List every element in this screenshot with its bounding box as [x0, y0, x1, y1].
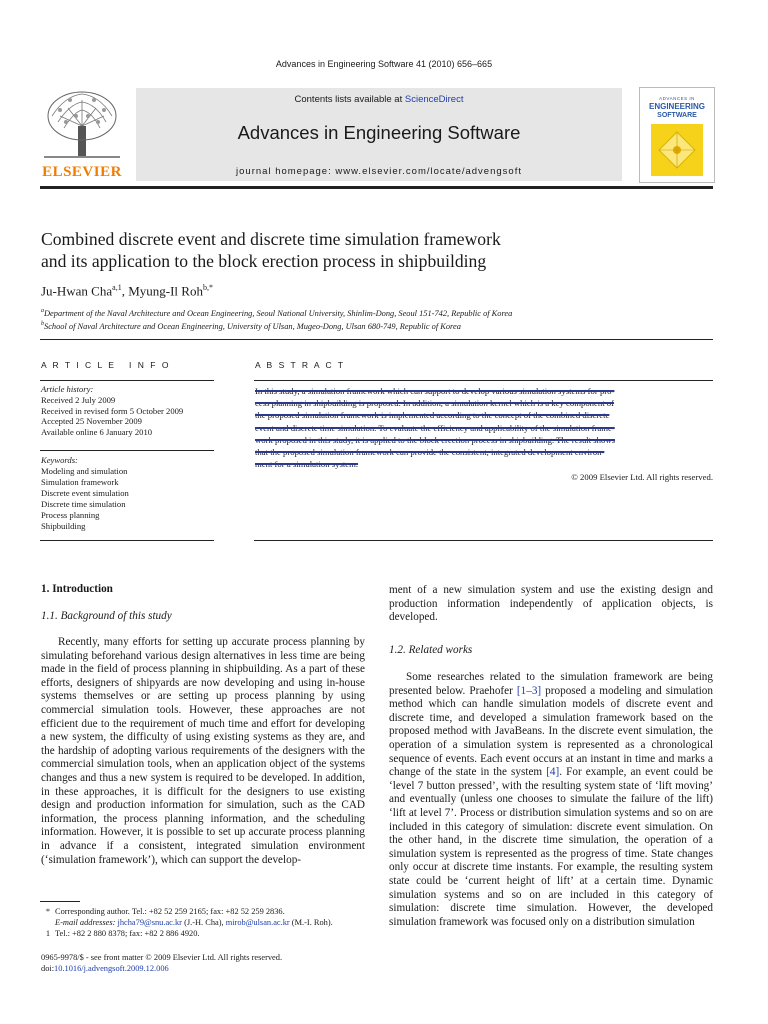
- contents-available: [136, 94, 622, 105]
- abstract-heading: A B S T R A C T: [255, 360, 346, 370]
- article-title-line2: and its application to the block erection process in shipbuilding: [41, 251, 487, 271]
- abstract-line: that the proposed simulation framework can provide the consistent, integrated development environ-: [255, 447, 605, 458]
- info-bottom-rule: [40, 540, 214, 541]
- abstract-line: In this study, a simulation framework which can support to develop various simulation systems for pro-: [255, 386, 615, 396]
- abstract-copyright: © 2009 Elsevier Ltd. All rights reserved.: [571, 472, 713, 482]
- sciencedirect-link[interactable]: ScienceDirect: [404, 94, 464, 105]
- abstract-rule: [254, 380, 713, 381]
- history-label: Article history:: [41, 384, 94, 394]
- author-2-affil: b,*: [202, 283, 213, 292]
- footnote-rule: [40, 901, 80, 902]
- journal-header-band: [136, 88, 622, 181]
- keyword: Process planning: [41, 510, 100, 520]
- keywords-label: Keywords:: [41, 455, 78, 465]
- footnote-corresponding: * Corresponding author. Tel.: +82 52 259 2165; fax: +82 52 259 2836.: [45, 907, 285, 916]
- abstract-line: work proposed in this study, it is applied to the block erection process in shipbuilding. The result shows: [255, 434, 616, 445]
- cover-title-line1: ADVANCES IN: [659, 96, 695, 101]
- author-2: Myung-Il Roh: [128, 283, 203, 299]
- footnotes: [41, 906, 371, 939]
- footnote-tel: 1 Tel.: +82 2 880 8378; fax: +82 2 886 4920.: [45, 929, 200, 938]
- footnote-emails: E-mail addresses: jhcha79@snu.ac.kr (J.-H. Cha), mirob@ulsan.ac.kr (M.-I. Roh).: [55, 918, 333, 927]
- keywords: [41, 455, 129, 532]
- cover-title-line3: SOFTWARE: [657, 112, 697, 119]
- history-online: Available online 6 January 2010: [41, 427, 153, 438]
- history-accepted: Accepted 25 November 2009: [41, 416, 142, 427]
- journal-homepage[interactable]: journal homepage: www.elsevier.com/locate/advengsoft: [236, 166, 522, 177]
- abstract-line: cess planning in shipbuilding is proposed. In addition, a simulation kernel which is a key component of: [255, 398, 615, 409]
- intro-paragraph: Recently, many efforts for setting up accurate process planning by simulating beforehand various design alternatives in less time are being made in the field of process planning in shipbuilding. As a part of these efforts, designers of shipyards are now developing and using in-house systems themselves or are setting up process planning by using commercial simulation tools. However, these approaches are not efficient due to the requirement of much time and effort for developing a new system, the difficulty of using existing systems as they are, and the hardship of adopting various requirements of the designers with the commercial simulation tools, when an application object of the systems changes and thus a new system is required to be developed. In addition, in these approaches, it is difficult for the designers to use existing design and production information for simulation, such as the CAD information, the process planning information, and the scheduling information. However, it is possible to set up accurate process planning in advance if a consistent, integrated simulation environment (‘simulation framework’), which can support the develop-: [41, 636, 365, 866]
- affiliation-b: $^b$School of Naval Architecture and Ocean Engineering, University of Ulsan, Mugeo-Dong, Ulsan 680-749, Republic of Korea: [41, 321, 461, 332]
- header-rule: [40, 186, 713, 189]
- info-top-rule: [40, 339, 713, 340]
- abstract-bottom-rule: [254, 540, 713, 541]
- history-received: Received 2 July 2009: [41, 394, 116, 405]
- subsection-1-2-heading: 1.2. Related works: [389, 644, 473, 656]
- keyword: Discrete event simulation: [41, 488, 129, 498]
- author-1: Ju-Hwan Cha: [41, 283, 113, 299]
- keyword: Modeling and simulation: [41, 466, 128, 476]
- elsevier-tree-icon: [40, 86, 124, 164]
- section-1-heading: 1. Introduction: [41, 583, 113, 595]
- article-info-heading: A R T I C L E I N F O: [41, 360, 171, 370]
- doi-line: doi:10.1016/j.advengsoft.2009.12.006: [41, 964, 169, 973]
- journal-cover: [639, 87, 715, 183]
- abstract-line: the proposed simulation framework is implemented according to the concept of the combined discrete: [255, 410, 610, 421]
- subsection-1-1-heading: 1.1. Background of this study: [41, 610, 172, 622]
- affiliation-a: $^a$Department of the Naval Architecture and Ocean Engineering, Seoul National University, Shinlim-Dong, Seoul 151-742, Republic of Korea: [41, 308, 513, 318]
- email-link-roh[interactable]: mirob@ulsan.ac.kr: [225, 918, 290, 927]
- reference-link-4[interactable]: [4]: [546, 766, 560, 779]
- abstract-line: event and discrete time simulation. To evaluate the efficiency and applicability of the simulation frame-: [255, 422, 615, 433]
- cover-graphic-icon: [651, 124, 703, 176]
- author-1-affil: a,1: [112, 283, 122, 292]
- reference-link-1-3[interactable]: [1–3]: [516, 684, 542, 697]
- abstract-text: [255, 385, 713, 470]
- authors: Ju-Hwan Cha$^{a,1}$, Myung-Il Roh$^{b,*}$: [41, 283, 213, 299]
- keyword: Simulation framework: [41, 477, 119, 487]
- keyword: Discrete time simulation: [41, 499, 126, 509]
- issn-line: 0965-9978/$ - see front matter © 2009 Elsevier Ltd. All rights reserved.: [41, 953, 283, 962]
- article-history: [41, 384, 183, 438]
- article-title-line1: Combined discrete event and discrete time simulation framework: [41, 229, 501, 249]
- publisher-name: ELSEVIER: [42, 164, 122, 180]
- email-link-cha[interactable]: jhcha79@snu.ac.kr: [117, 918, 182, 927]
- keyword: Shipbuilding: [41, 521, 86, 531]
- article-title: [41, 228, 501, 272]
- journal-title: Advances in Engineering Software: [237, 122, 521, 143]
- keywords-rule: [40, 450, 214, 451]
- abstract-line: ment for a simulation system.: [255, 459, 359, 470]
- article-info-rule: [40, 380, 214, 381]
- related-works-paragraph: Some researches related to the simulation framework are being presented below. Praehofer [1–3] proposed a modeling and simulation method which can handle simulation models of discrete event and discrete time, and developed a simulation framework based on the proposed method with JavaBeans. In the discrete event simulation, the operation of a simulation system is represented as a chronological sequence of events. Each event occurs at an instant in time and marks a change of the state in the system [4]. For example, an event could be ‘level 7 button pressed’, with the resulting system state of ‘lift moving’ and eventually (unless one chooses to simulate the failure of the lift) ‘lift at level 7’. Process or distribution simulation systems and so on are included in this category of simulation: discrete event simulation. On the other hand, in the discrete time simulation, the operation of a simulation system is represented as the progress of time. State changes only occur at discrete time instants. For example, the resulting system state could be ‘current height of lift’ at a certain time. Dynamic simulation systems and so on are included in this category of simulation: discrete time simulation. However, the developed simulation framework was focused only on a distribution simulation: [389, 671, 713, 928]
- elsevier-logo: [40, 86, 124, 182]
- cover-title-line2: ENGINEERING: [648, 102, 705, 111]
- intro-paragraph-continued: ment of a new simulation system and use the existing design and production information independently of application objects, is developed.: [389, 584, 713, 624]
- contents-prefix: Contents lists available at: [294, 94, 405, 105]
- doi-link[interactable]: 10.1016/j.advengsoft.2009.12.006: [54, 964, 169, 973]
- affiliations: [41, 306, 512, 333]
- history-revised: Received in revised form 5 October 2009: [41, 405, 184, 416]
- journal-citation: Advances in Engineering Software 41 (2010) 656–665: [275, 59, 493, 69]
